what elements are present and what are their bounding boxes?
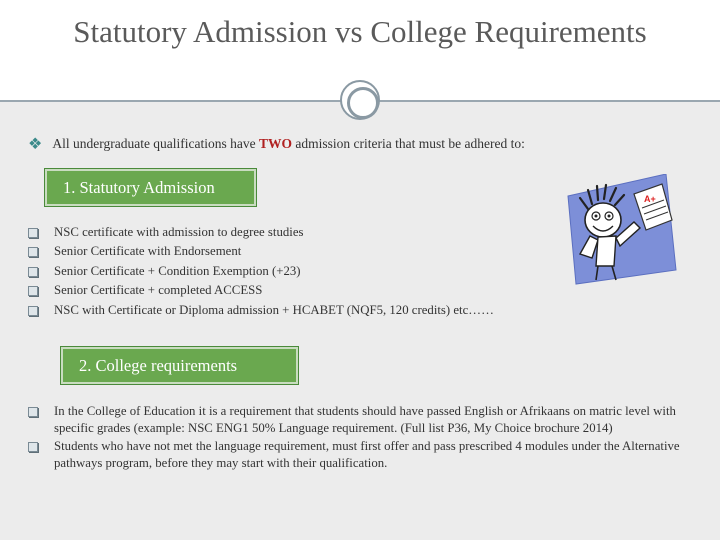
list-item — [20, 262, 580, 281]
student-with-a-plus-paper-icon — [562, 174, 680, 286]
square-bullet-icon — [28, 228, 38, 238]
list-item-text: Senior Certificate + completed ACCESS — [54, 283, 263, 298]
square-bullet-icon — [28, 267, 38, 277]
list-item-text: NSC with Certificate or Diploma admission + HCABET (NQF5, 120 credits) etc…… — [54, 302, 494, 317]
diamond-bullet-icon: ❖ — [28, 136, 43, 153]
list-item-text: In the College of Education it is a requirement that students should have passed English or Afrikaans on matric level with specific grades (example: NSC ENG1 50% Language requirement. (Full list P36, My Choice brochure 2014) — [54, 404, 676, 435]
list-item-text: Senior Certificate with Endorsement — [54, 244, 242, 259]
statutory-admission-list — [20, 223, 580, 320]
list-item-text: NSC certificate with admission to degree studies — [54, 225, 304, 239]
intro-text-before: All undergraduate qualifications have — [52, 136, 260, 151]
list-item — [20, 223, 580, 242]
square-bullet-icon — [28, 442, 38, 452]
list-item — [20, 242, 580, 261]
section-heading-statutory: 1. Statutory Admission — [45, 169, 256, 206]
square-bullet-icon — [28, 306, 38, 316]
list-item-text: Students who have not met the language requirement, must first offer and pass prescribed 4 modules under the Alternative pathways program, before they may start with their qualification. — [54, 439, 680, 470]
paper-grade: A+ — [644, 194, 656, 204]
square-bullet-icon — [28, 247, 38, 257]
list-item — [20, 301, 580, 320]
intro-emphasis: TWO — [259, 136, 293, 151]
list-item — [20, 438, 710, 472]
slide-title: Statutory Admission vs College Requirements — [73, 14, 647, 49]
college-requirements-list — [20, 403, 710, 473]
list-item — [20, 403, 710, 437]
list-item-text: Senior Certificate + Condition Exemption (+23) — [54, 263, 301, 278]
intro-line — [28, 134, 708, 154]
section-heading-college: 2. College requirements — [61, 347, 298, 384]
list-item — [20, 281, 580, 300]
square-bullet-icon — [28, 286, 38, 296]
title-ring-decoration — [340, 80, 380, 120]
intro-text-after: admission criteria that must be adhered to: — [292, 136, 525, 151]
square-bullet-icon — [28, 407, 38, 417]
slide-content — [0, 102, 720, 540]
